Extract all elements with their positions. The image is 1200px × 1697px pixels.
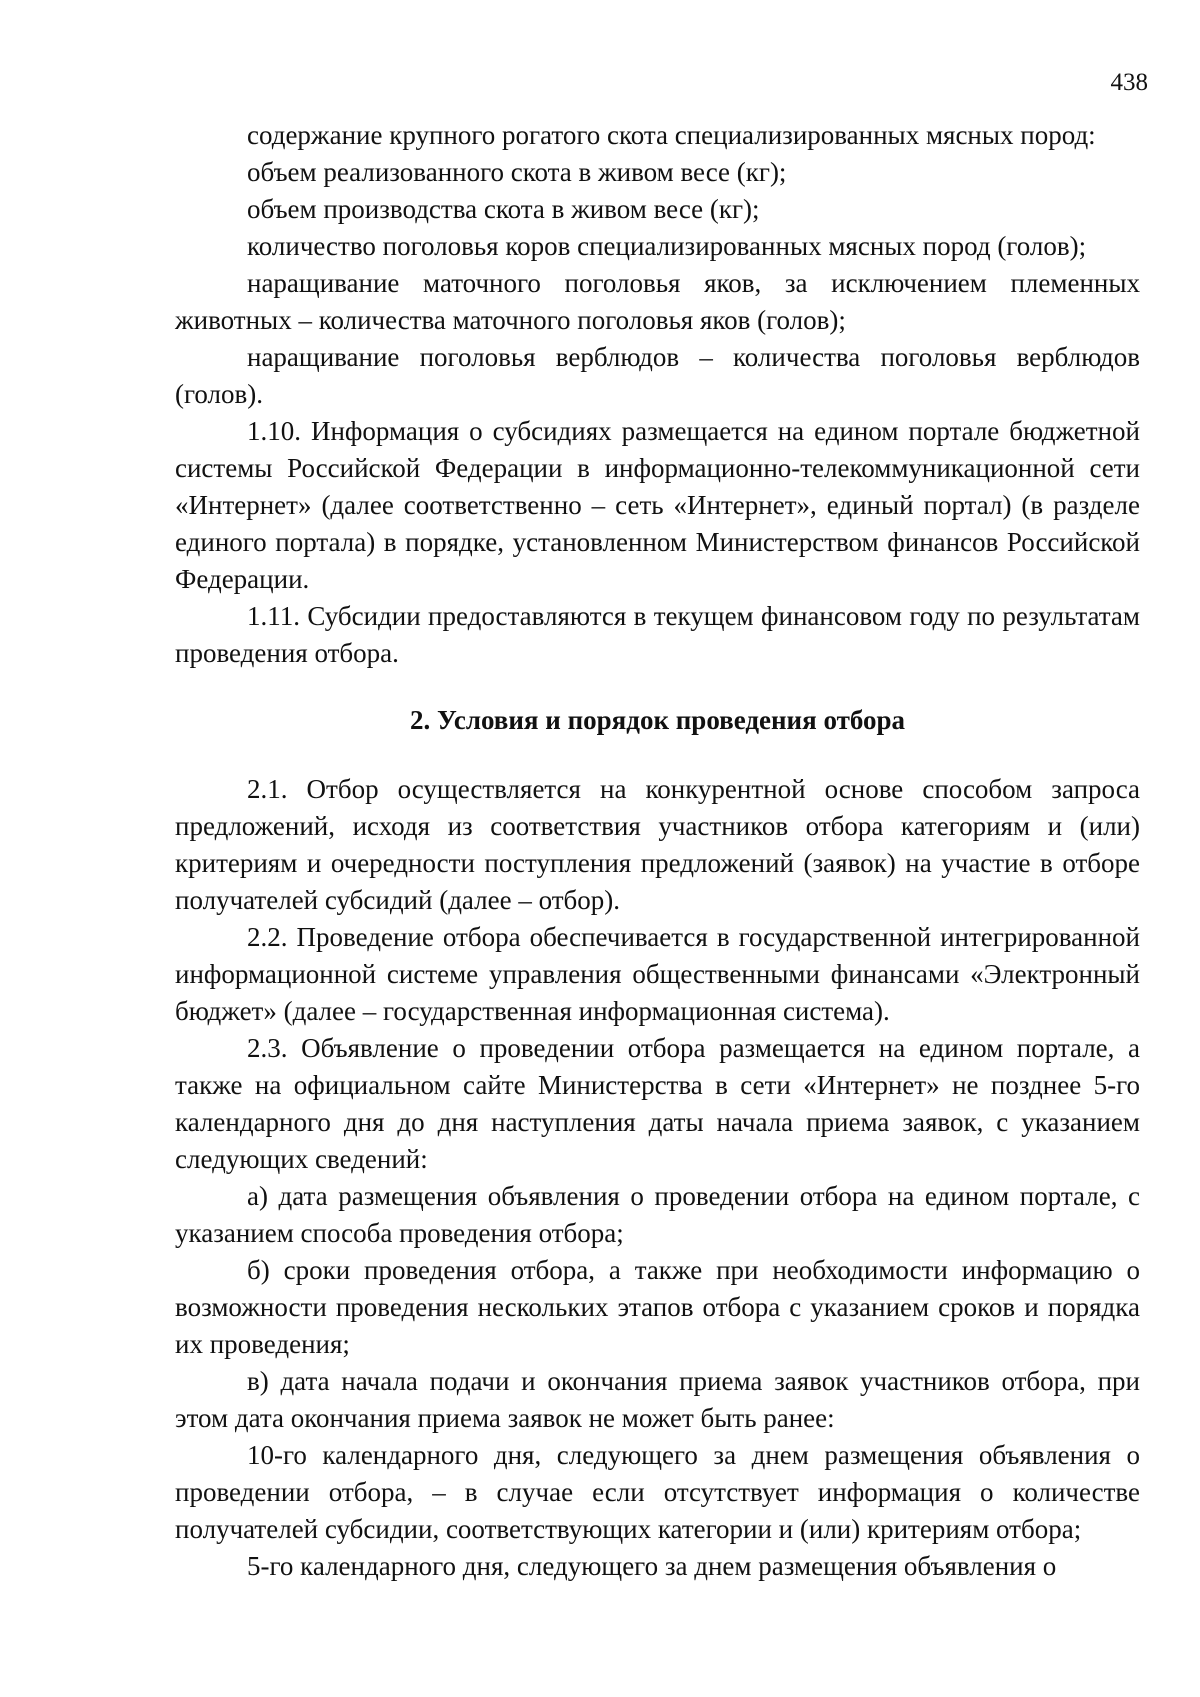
- paragraph: объем реализованного скота в живом весе (кг);: [247, 157, 787, 187]
- page-number: 438: [1110, 69, 1148, 96]
- paragraph: 2.3. Объявление о проведении отбора размещается на едином портале, а также на официальном сайте Министерства в сети «Интернет» не позднее 5-го календарного дня до дня наступления даты начала приема заявок, с указанием следующих сведений:: [175, 1033, 1140, 1174]
- paragraph: содержание крупного рогатого скота специализированных мясных пород:: [247, 120, 1096, 150]
- list-item: в) дата начала подачи и окончания приема заявок участников отбора, при этом дата окончания приема заявок не может быть ранее:: [175, 1366, 1140, 1433]
- paragraph: 2.1. Отбор осуществляется на конкурентной основе способом запроса предложений, исходя из соответствия участников отбора категориям и (или) критериям и очередности поступления предложений (заявок) на участие в отборе получателей субсидий (далее – отбор).: [175, 774, 1140, 915]
- paragraph: наращивание маточного поголовья яков, за исключением племенных животных – количества маточного поголовья яков (голов);: [175, 268, 1140, 335]
- paragraph: 10-го календарного дня, следующего за днем размещения объявления о проведении отбора, – в случае если отсутствует информация о количестве получателей субсидии, соответствующих категории и (или) критериям отбора;: [175, 1440, 1140, 1544]
- paragraph: 5-го календарного дня, следующего за днем размещения объявления о: [247, 1551, 1057, 1581]
- list-item: а) дата размещения объявления о проведении отбора на едином портале, с указанием способа проведения отбора;: [175, 1181, 1140, 1248]
- paragraph: наращивание поголовья верблюдов – количества поголовья верблюдов (голов).: [175, 342, 1140, 409]
- document-body: [175, 117, 1140, 1585]
- paragraph: 2.2. Проведение отбора обеспечивается в государственной интегрированной информационной системе управления общественными финансами «Электронный бюджет» (далее – государственная информационная система).: [175, 922, 1140, 1026]
- paragraph: объем производства скота в живом весе (кг);: [247, 194, 760, 224]
- paragraph: 1.11. Субсидии предоставляются в текущем финансовом году по результатам проведения отбора.: [175, 601, 1140, 668]
- section-heading: 2. Условия и порядок проведения отбора: [409, 705, 906, 735]
- list-item: б) сроки проведения отбора, а также при необходимости информацию о возможности проведения нескольких этапов отбора с указанием сроков и порядка их проведения;: [175, 1255, 1140, 1359]
- paragraph: количество поголовья коров специализированных мясных пород (голов);: [247, 231, 1087, 261]
- paragraph: 1.10. Информация о субсидиях размещается на едином портале бюджетной системы Российской Федерации в информационно-телекоммуникационной сети «Интернет» (далее соответственно – сеть «Интернет», единый портал) (в разделе единого портала) в порядке, установленном Министерством финансов Российской Федерации.: [175, 416, 1140, 594]
